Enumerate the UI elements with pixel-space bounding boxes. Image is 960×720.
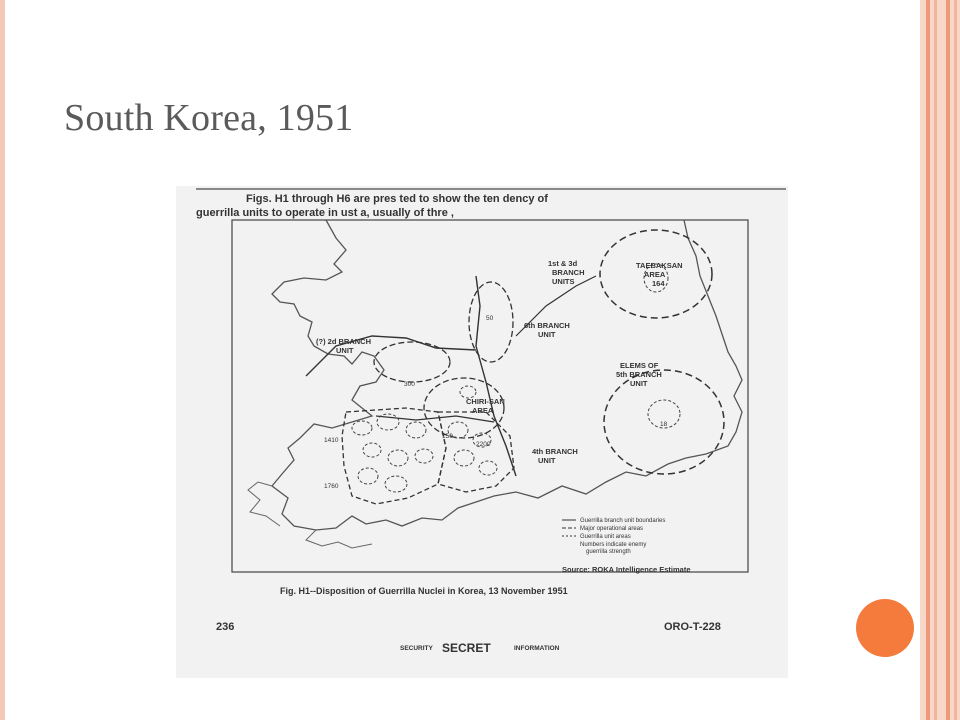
label-n-150: 150 [442,433,453,440]
right-border [920,0,960,720]
right-stripe-3 [946,0,950,720]
legend-item-1: Guerrilla branch unit boundaries [580,518,666,524]
label-1st-3d-branch: 1st & 3d [548,259,578,268]
right-stripe-2 [934,0,937,720]
page-number: 236 [216,621,235,633]
accent-circle [856,599,914,657]
label-n-18: 18 [660,421,668,428]
figure-caption: Fig. H1--Disposition of Guerrilla Nuclei in Korea, 13 November 1951 [280,586,568,596]
intro-line-2: guerrilla units to operate in ust a, usually of thre , [196,207,454,219]
label-taebaeksan: TAEBAKSAN [636,261,683,270]
label-4th-branch: 4th BRANCH [532,447,578,456]
document-code: ORO-T-228 [664,621,721,633]
right-stripe-4 [954,0,957,720]
security-label-left: SECURITY [400,645,433,652]
label-4th-branch-b: UNIT [538,456,556,465]
label-chiri-area: CHIRI-SAN [466,397,505,406]
label-elems-5th-b: 5th BRANCH [616,370,662,379]
label-chiri-area-b: AREA [472,406,494,415]
label-elems-5th: ELEMS OF [620,361,659,370]
intro-line-1: Figs. H1 through H6 are pres ted to show the ten dency of [246,193,548,205]
label-elems-5th-c: UNIT [630,379,648,388]
label-n-1410: 1410 [324,437,339,444]
document-scan-svg [176,186,788,678]
security-label-right: INFORMATION [514,645,560,652]
legend-item-4: Numbers indicate enemy [580,542,647,548]
label-2d-branch: (?) 2d BRANCH [316,337,371,346]
legend-item-2: Major operational areas [580,526,644,532]
label-n-1760: 1760 [324,483,339,490]
label-n-2200: 2200 [476,441,491,448]
scanned-document [176,186,788,678]
label-1st-3d-branch-c: UNITS [552,277,575,286]
label-6th-branch-b: UNIT [538,330,556,339]
legend-item-3: Guerrilla unit areas [580,534,631,540]
right-stripe-1 [926,0,930,720]
label-n-50: 50 [486,315,494,322]
label-1st-3d-branch-b: BRANCH [552,268,585,277]
label-taebaeksan-b: AREA [644,270,666,279]
legend-item-5: guerrilla strength [586,549,631,555]
source-line: Source: ROKA Intelligence Estimate [562,565,691,574]
slide-title: South Korea, 1951 [64,97,354,139]
label-n-300: 300 [404,381,415,388]
label-6th-branch: 6th BRANCH [524,321,570,330]
security-label-center: SECRET [442,641,491,655]
label-taebaeksan-c: 164 [652,279,665,288]
label-2d-branch-b: UNIT [336,346,354,355]
